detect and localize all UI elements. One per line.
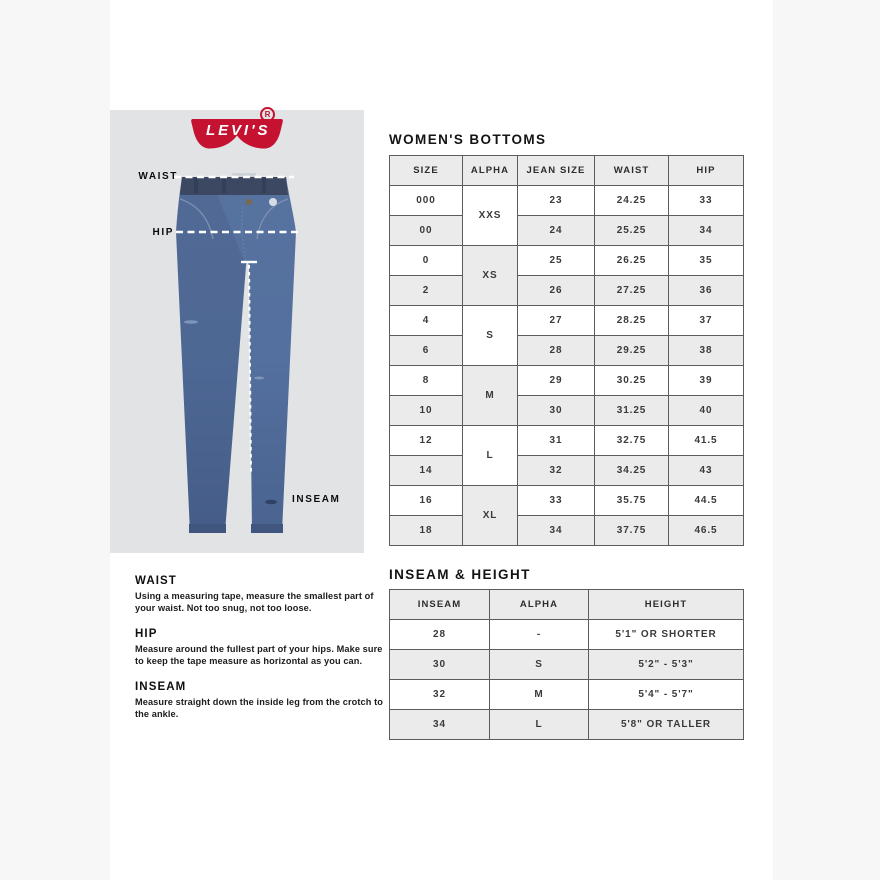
jean-size-cell: 23 — [518, 186, 595, 216]
inseam-height-table — [389, 589, 744, 740]
inseam-height-title: INSEAM & HEIGHT — [389, 567, 531, 582]
alpha-cell: XS — [463, 246, 518, 306]
jean-size-cell: 27 — [518, 306, 595, 336]
height-cell: 5'8" OR TALLER — [589, 710, 744, 740]
guide-block-waist — [135, 575, 387, 614]
column-header: ALPHA — [463, 156, 518, 186]
height-cell: 5'2" - 5'3" — [589, 650, 744, 680]
column-header: INSEAM — [390, 590, 490, 620]
alpha-cell: - — [490, 620, 589, 650]
inseam-label: INSEAM — [292, 494, 341, 505]
hip-label: HIP — [152, 227, 174, 238]
distress-mark — [254, 377, 264, 380]
guide-text-hip: Measure around the fullest part of your hips. Make sure to keep the tape measure as horizontal as you can. — [135, 644, 383, 666]
alpha-cell: S — [463, 306, 518, 366]
womens-bottoms-title: WOMEN'S BOTTOMS — [389, 132, 547, 147]
hip-cell: 34 — [669, 216, 744, 246]
column-header: ALPHA — [490, 590, 589, 620]
table-row — [390, 426, 744, 456]
column-header: HIP — [669, 156, 744, 186]
belt-loop — [222, 178, 226, 193]
table-row — [390, 306, 744, 336]
hip-cell: 46.5 — [669, 516, 744, 546]
distress-mark — [265, 500, 277, 504]
inseam-cell: 30 — [390, 650, 490, 680]
table-row — [390, 246, 744, 276]
size-cell: 8 — [390, 366, 463, 396]
hip-cell: 38 — [669, 336, 744, 366]
table-row — [390, 396, 744, 426]
levis-logo — [190, 110, 284, 152]
waist-cell: 32.75 — [595, 426, 669, 456]
inseam-cell: 32 — [390, 680, 490, 710]
jean-size-cell: 29 — [518, 366, 595, 396]
waist-cell: 37.75 — [595, 516, 669, 546]
header-row — [390, 590, 744, 620]
jean-size-cell: 33 — [518, 486, 595, 516]
height-cell: 5'4" - 5'7" — [589, 680, 744, 710]
waist-cell: 31.25 — [595, 396, 669, 426]
size-cell: 14 — [390, 456, 463, 486]
alpha-cell: M — [490, 680, 589, 710]
jean-size-cell: 30 — [518, 396, 595, 426]
belt-loop — [262, 178, 266, 193]
table-row — [390, 456, 744, 486]
hip-cell: 33 — [669, 186, 744, 216]
levis-wordmark: LEVI'S — [206, 122, 268, 139]
distress-mark — [184, 320, 198, 324]
waist-label: WAIST — [138, 171, 178, 182]
guide-heading-waist: WAIST — [135, 575, 177, 587]
jean-size-cell: 32 — [518, 456, 595, 486]
table-row — [390, 336, 744, 366]
table-row — [390, 486, 744, 516]
jean-size-cell: 26 — [518, 276, 595, 306]
table-row — [390, 366, 744, 396]
waist-cell: 28.25 — [595, 306, 669, 336]
jean-size-cell: 28 — [518, 336, 595, 366]
hip-cell: 36 — [669, 276, 744, 306]
size-guide-image — [110, 110, 364, 553]
alpha-cell: XXS — [463, 186, 518, 246]
hip-cell: 35 — [669, 246, 744, 276]
alpha-cell: M — [463, 366, 518, 426]
waist-cell: 25.25 — [595, 216, 669, 246]
column-header: WAIST — [595, 156, 669, 186]
table-row — [390, 216, 744, 246]
size-cell: 16 — [390, 486, 463, 516]
waist-cell: 34.25 — [595, 456, 669, 486]
size-cell: 00 — [390, 216, 463, 246]
table-row — [390, 620, 744, 650]
registered-trademark-icon: R — [260, 107, 275, 122]
table-row — [390, 650, 744, 680]
alpha-cell: L — [463, 426, 518, 486]
guide-block-inseam — [135, 681, 387, 720]
guide-text-waist: Using a measuring tape, measure the smallest part of your waist. Not too snug, not too loose. — [135, 591, 374, 613]
header-row — [390, 156, 744, 186]
hip-cell: 39 — [669, 366, 744, 396]
waist-cell: 27.25 — [595, 276, 669, 306]
waist-cell: 35.75 — [595, 486, 669, 516]
guide-text-inseam: Measure straight down the inside leg from the crotch to the ankle. — [135, 697, 383, 719]
inseam-cell: 34 — [390, 710, 490, 740]
womens-bottoms-table — [389, 155, 744, 546]
guide-block-hip — [135, 628, 387, 667]
hip-cell: 40 — [669, 396, 744, 426]
table-row — [390, 186, 744, 216]
size-cell: 0 — [390, 246, 463, 276]
jean-size-cell: 31 — [518, 426, 595, 456]
guide-heading-inseam: INSEAM — [135, 681, 187, 693]
pocket-embroidery — [269, 198, 277, 206]
waist-cell: 26.25 — [595, 246, 669, 276]
waist-cell: 29.25 — [595, 336, 669, 366]
hip-cell: 43 — [669, 456, 744, 486]
table-row — [390, 276, 744, 306]
jean-size-cell: 24 — [518, 216, 595, 246]
measuring-guide — [135, 575, 387, 734]
waist-cell: 30.25 — [595, 366, 669, 396]
size-cell: 12 — [390, 426, 463, 456]
inseam-cell: 28 — [390, 620, 490, 650]
belt-loop — [194, 178, 198, 193]
levis-batwing-icon — [190, 118, 284, 152]
right-hem — [251, 524, 283, 533]
table-row — [390, 516, 744, 546]
column-header: SIZE — [390, 156, 463, 186]
hip-cell: 44.5 — [669, 486, 744, 516]
size-cell: 10 — [390, 396, 463, 426]
alpha-cell: S — [490, 650, 589, 680]
size-cell: 000 — [390, 186, 463, 216]
height-cell: 5'1" OR SHORTER — [589, 620, 744, 650]
size-cell: 18 — [390, 516, 463, 546]
column-header: JEAN SIZE — [518, 156, 595, 186]
hip-cell: 41.5 — [669, 426, 744, 456]
waist-cell: 24.25 — [595, 186, 669, 216]
left-hem — [189, 524, 226, 533]
alpha-cell: L — [490, 710, 589, 740]
table-row — [390, 680, 744, 710]
column-header: HEIGHT — [589, 590, 744, 620]
size-cell: 4 — [390, 306, 463, 336]
hip-cell: 37 — [669, 306, 744, 336]
jean-size-cell: 34 — [518, 516, 595, 546]
size-cell: 2 — [390, 276, 463, 306]
jean-size-cell: 25 — [518, 246, 595, 276]
alpha-cell: XL — [463, 486, 518, 546]
guide-heading-hip: HIP — [135, 628, 158, 640]
jeans-button — [246, 199, 252, 205]
table-row — [390, 710, 744, 740]
size-cell: 6 — [390, 336, 463, 366]
